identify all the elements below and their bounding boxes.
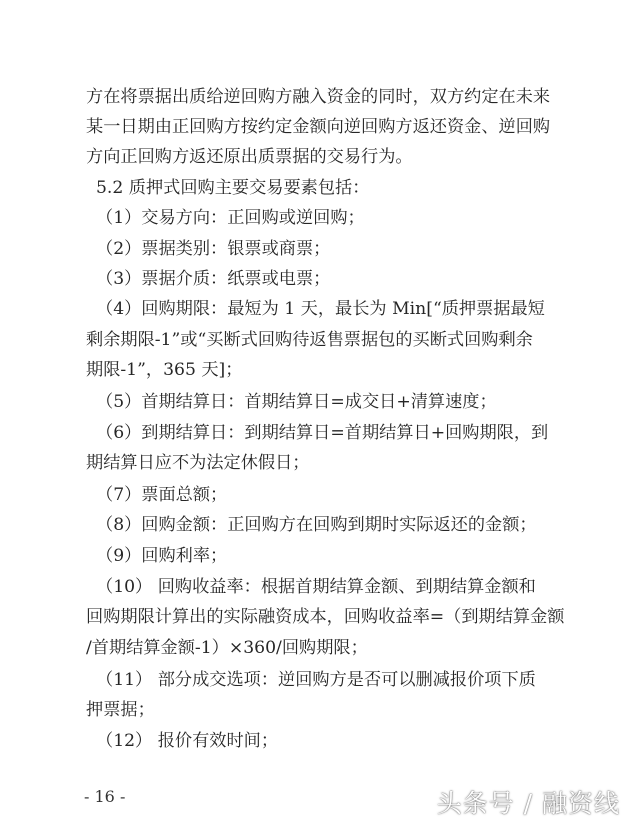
- list-item-10-cont-2: /首期结算金额-1）×360/回购期限；: [86, 638, 368, 658]
- list-item-11-cont: 押票据；: [86, 700, 155, 720]
- list-item-4: （4）回购期限：最短为 1 天，最长为 Min[“质押票据最短: [96, 299, 545, 319]
- list-item-1: （1）交易方向：正回购或逆回购；: [96, 208, 365, 228]
- list-item-6-cont: 期结算日应不为法定休假日；: [86, 453, 310, 473]
- page-number: - 16 -: [84, 787, 126, 806]
- list-item-10-cont-1: 回购期限计算出的实际融资成本，回购收益率=（到期结算金额: [86, 607, 565, 627]
- watermark: 头条号 / 融资线: [436, 789, 620, 818]
- list-item-2: （2）票据类别：银票或商票；: [96, 239, 331, 259]
- list-item-3: （3）票据介质：纸票或电票；: [96, 269, 331, 289]
- section-heading-5-2: 5.2 质押式回购主要交易要素包括：: [96, 178, 370, 198]
- list-item-7: （7）票面总额；: [96, 485, 228, 505]
- list-item-4-cont-1: 剩余期限-1”或“买断式回购待返售票据包的买断式回购剩余: [86, 330, 533, 350]
- list-item-8: （8）回购金额：正回购方在回购到期时实际返还的金额；: [96, 515, 537, 535]
- text-line-1: 方在将票据出质给逆回购方融入资金的同时，双方约定在未来: [86, 87, 551, 107]
- text-line-3: 方向正回购方返还原出质票据的交易行为。: [86, 147, 413, 167]
- list-item-4-cont-2: 期限-1”，365 天]；: [86, 360, 243, 380]
- list-item-5: （5）首期结算日：首期结算日=成交日+清算速度；: [96, 392, 497, 412]
- list-item-12: （12） 报价有效时间；: [96, 731, 279, 751]
- list-item-11: （11） 部分成交选项：逆回购方是否可以删减报价项下质: [96, 670, 536, 690]
- list-item-6: （6）到期结算日：到期结算日=首期结算日+回购期限，到: [96, 423, 549, 443]
- list-item-9: （9）回购利率；: [96, 546, 228, 566]
- list-item-10: （10） 回购收益率：根据首期结算金额、到期结算金额和: [96, 577, 536, 597]
- text-line-2: 某一日期由正回购方按约定金额向逆回购方返还资金、逆回购: [86, 117, 551, 137]
